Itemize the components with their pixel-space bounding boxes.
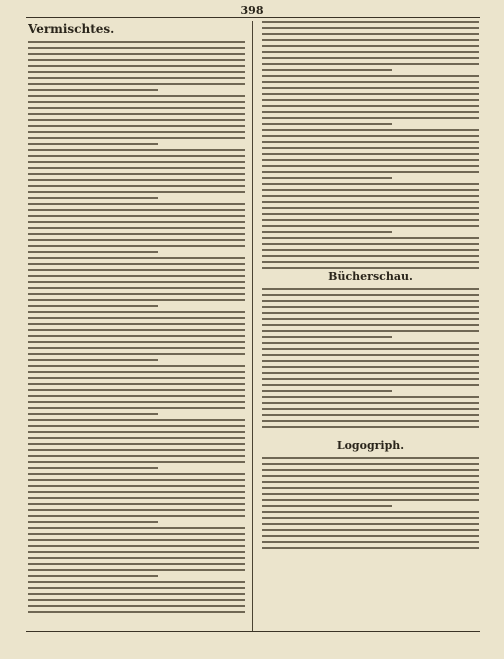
- text-line-placeholder: [28, 593, 245, 595]
- text-line-placeholder: [262, 330, 479, 332]
- text-line-placeholder: [28, 425, 245, 427]
- text-line-placeholder: [28, 293, 245, 295]
- text-line-placeholder: [28, 173, 245, 175]
- text-line-placeholder: [28, 53, 245, 55]
- text-line-placeholder: [262, 300, 479, 302]
- text-line-placeholder: [28, 215, 245, 217]
- text-line-placeholder: [262, 249, 479, 251]
- text-line-placeholder: [28, 119, 245, 121]
- text-line-placeholder: [28, 521, 158, 523]
- text-line-placeholder: [262, 51, 479, 53]
- text-line-placeholder: [28, 371, 245, 373]
- text-line-placeholder: [28, 347, 245, 349]
- text-line-placeholder: [28, 257, 245, 259]
- page-number: 398: [240, 4, 264, 17]
- text-line-placeholder: [28, 365, 245, 367]
- text-line-placeholder: [28, 473, 245, 475]
- text-line-placeholder: [28, 221, 245, 223]
- text-line-placeholder: [28, 311, 245, 313]
- text-line-placeholder: [28, 581, 245, 583]
- section-heading-logogriph: Logogriph.: [336, 439, 405, 452]
- text-line-placeholder: [28, 239, 245, 241]
- text-line-placeholder: [28, 443, 245, 445]
- text-line-placeholder: [262, 354, 479, 356]
- text-line-placeholder: [262, 153, 479, 155]
- text-line-placeholder: [28, 83, 245, 85]
- text-line-placeholder: [28, 335, 245, 337]
- right-column: [262, 21, 479, 628]
- text-line-placeholder: [262, 135, 479, 137]
- text-line-placeholder: [262, 505, 392, 507]
- text-line-placeholder: [28, 89, 158, 91]
- text-line-placeholder: [28, 455, 245, 457]
- text-line-placeholder: [262, 420, 479, 422]
- text-line-placeholder: [262, 147, 479, 149]
- text-line-placeholder: [262, 201, 479, 203]
- text-line-placeholder: [262, 165, 479, 167]
- text-line-placeholder: [262, 426, 479, 428]
- text-line-placeholder: [262, 207, 479, 209]
- text-line-placeholder: [28, 227, 245, 229]
- text-line-placeholder: [262, 487, 479, 489]
- left-column: [28, 21, 245, 628]
- text-line-placeholder: [28, 515, 245, 517]
- text-line-placeholder: [28, 557, 245, 559]
- text-line-placeholder: [262, 69, 392, 71]
- text-line-placeholder: [28, 497, 245, 499]
- text-line-placeholder: [262, 225, 479, 227]
- text-line-placeholder: [262, 33, 479, 35]
- text-line-placeholder: [262, 511, 479, 513]
- text-line-placeholder: [262, 261, 479, 263]
- section-heading-buecherschau: Bücherschau.: [328, 270, 413, 283]
- text-line-placeholder: [28, 299, 245, 301]
- text-line-placeholder: [262, 336, 392, 338]
- text-line-placeholder: [28, 545, 245, 547]
- text-line-placeholder: [262, 27, 479, 29]
- text-line-placeholder: [28, 143, 158, 145]
- text-line-placeholder: [262, 517, 479, 519]
- text-line-placeholder: [262, 21, 479, 23]
- text-line-placeholder: [28, 539, 245, 541]
- text-line-placeholder: [262, 99, 479, 101]
- text-line-placeholder: [262, 243, 479, 245]
- text-line-placeholder: [262, 105, 479, 107]
- text-line-placeholder: [262, 45, 479, 47]
- text-line-placeholder: [262, 189, 479, 191]
- text-line-placeholder: [28, 59, 245, 61]
- text-line-placeholder: [262, 493, 479, 495]
- text-line-placeholder: [28, 401, 245, 403]
- text-line-placeholder: [262, 541, 479, 543]
- text-line-placeholder: [262, 324, 479, 326]
- text-line-placeholder: [28, 329, 245, 331]
- text-line-placeholder: [262, 87, 479, 89]
- text-line-placeholder: [28, 449, 245, 451]
- text-line-placeholder: [262, 231, 392, 233]
- text-line-placeholder: [262, 372, 479, 374]
- left-body-text: [28, 41, 245, 613]
- text-line-placeholder: [28, 605, 245, 607]
- text-line-placeholder: [28, 95, 245, 97]
- text-line-placeholder: [28, 125, 245, 127]
- text-line-placeholder: [28, 251, 158, 253]
- text-line-placeholder: [28, 509, 245, 511]
- right-body-text-middle: [262, 288, 479, 428]
- text-line-placeholder: [262, 123, 392, 125]
- text-line-placeholder: [28, 113, 245, 115]
- text-line-placeholder: [262, 414, 479, 416]
- text-line-placeholder: [262, 183, 479, 185]
- text-line-placeholder: [28, 191, 245, 193]
- bottom-rule: [26, 631, 480, 632]
- text-line-placeholder: [28, 101, 245, 103]
- text-line-placeholder: [262, 481, 479, 483]
- text-line-placeholder: [28, 437, 245, 439]
- text-line-placeholder: [28, 383, 245, 385]
- text-line-placeholder: [262, 177, 392, 179]
- text-line-placeholder: [28, 359, 158, 361]
- text-line-placeholder: [28, 533, 245, 535]
- text-line-placeholder: [262, 366, 479, 368]
- text-line-placeholder: [262, 384, 479, 386]
- text-line-placeholder: [28, 77, 245, 79]
- text-line-placeholder: [262, 348, 479, 350]
- text-line-placeholder: [262, 213, 479, 215]
- text-line-placeholder: [262, 111, 479, 113]
- text-line-placeholder: [262, 306, 479, 308]
- text-line-placeholder: [262, 402, 479, 404]
- text-line-placeholder: [28, 419, 245, 421]
- text-line-placeholder: [28, 389, 245, 391]
- text-line-placeholder: [262, 535, 479, 537]
- text-line-placeholder: [262, 141, 479, 143]
- text-line-placeholder: [28, 149, 245, 151]
- text-line-placeholder: [28, 107, 245, 109]
- text-line-placeholder: [262, 288, 479, 290]
- text-line-placeholder: [262, 81, 479, 83]
- text-line-placeholder: [28, 431, 245, 433]
- text-line-placeholder: [28, 563, 245, 565]
- text-line-placeholder: [28, 407, 245, 409]
- text-line-placeholder: [262, 457, 479, 459]
- text-line-placeholder: [28, 155, 245, 157]
- text-line-placeholder: [262, 523, 479, 525]
- text-line-placeholder: [262, 195, 479, 197]
- text-line-placeholder: [262, 63, 479, 65]
- text-line-placeholder: [28, 263, 245, 265]
- text-line-placeholder: [28, 479, 245, 481]
- text-line-placeholder: [28, 137, 245, 139]
- text-line-placeholder: [28, 203, 245, 205]
- text-line-placeholder: [28, 587, 245, 589]
- text-line-placeholder: [28, 317, 245, 319]
- top-rule: [26, 17, 480, 18]
- text-line-placeholder: [262, 159, 479, 161]
- text-line-placeholder: [262, 312, 479, 314]
- text-line-placeholder: [28, 71, 245, 73]
- text-line-placeholder: [28, 611, 245, 613]
- text-line-placeholder: [28, 197, 158, 199]
- text-line-placeholder: [262, 378, 479, 380]
- text-line-placeholder: [28, 491, 245, 493]
- text-line-placeholder: [28, 245, 245, 247]
- text-line-placeholder: [28, 179, 245, 181]
- text-line-placeholder: [28, 233, 245, 235]
- text-line-placeholder: [262, 57, 479, 59]
- text-line-placeholder: [28, 341, 245, 343]
- text-line-placeholder: [28, 467, 158, 469]
- right-body-text-top: [262, 21, 479, 269]
- text-line-placeholder: [262, 75, 479, 77]
- text-line-placeholder: [262, 529, 479, 531]
- section-heading-vermischtes: Vermischtes.: [28, 22, 115, 36]
- text-line-placeholder: [28, 377, 245, 379]
- text-line-placeholder: [262, 171, 479, 173]
- text-line-placeholder: [28, 395, 245, 397]
- text-line-placeholder: [262, 129, 479, 131]
- text-line-placeholder: [262, 255, 479, 257]
- text-line-placeholder: [28, 65, 245, 67]
- text-line-placeholder: [262, 117, 479, 119]
- text-line-placeholder: [262, 475, 479, 477]
- text-line-placeholder: [28, 353, 245, 355]
- text-line-placeholder: [28, 269, 245, 271]
- text-line-placeholder: [262, 396, 479, 398]
- text-line-placeholder: [262, 93, 479, 95]
- text-line-placeholder: [28, 185, 245, 187]
- text-line-placeholder: [262, 267, 479, 269]
- text-line-placeholder: [262, 318, 479, 320]
- text-line-placeholder: [262, 463, 479, 465]
- text-line-placeholder: [28, 41, 245, 43]
- text-line-placeholder: [28, 281, 245, 283]
- text-line-placeholder: [28, 161, 245, 163]
- text-line-placeholder: [262, 469, 479, 471]
- column-separator: [252, 21, 253, 631]
- text-line-placeholder: [28, 485, 245, 487]
- text-line-placeholder: [262, 39, 479, 41]
- text-line-placeholder: [28, 575, 158, 577]
- text-line-placeholder: [28, 287, 245, 289]
- text-line-placeholder: [262, 342, 479, 344]
- text-line-placeholder: [262, 294, 479, 296]
- text-line-placeholder: [28, 167, 245, 169]
- text-line-placeholder: [28, 599, 245, 601]
- text-line-placeholder: [262, 499, 479, 501]
- text-line-placeholder: [28, 551, 245, 553]
- text-line-placeholder: [28, 209, 245, 211]
- text-line-placeholder: [28, 569, 245, 571]
- text-line-placeholder: [28, 527, 245, 529]
- text-line-placeholder: [28, 275, 245, 277]
- text-line-placeholder: [262, 237, 479, 239]
- text-line-placeholder: [262, 219, 479, 221]
- text-line-placeholder: [28, 323, 245, 325]
- text-line-placeholder: [262, 390, 392, 392]
- text-line-placeholder: [28, 503, 245, 505]
- text-line-placeholder: [28, 305, 158, 307]
- text-line-placeholder: [28, 461, 245, 463]
- text-line-placeholder: [262, 408, 479, 410]
- right-body-text-bottom: [262, 457, 479, 549]
- text-line-placeholder: [28, 47, 245, 49]
- text-line-placeholder: [262, 547, 479, 549]
- text-line-placeholder: [28, 413, 158, 415]
- text-line-placeholder: [262, 360, 479, 362]
- text-line-placeholder: [28, 131, 245, 133]
